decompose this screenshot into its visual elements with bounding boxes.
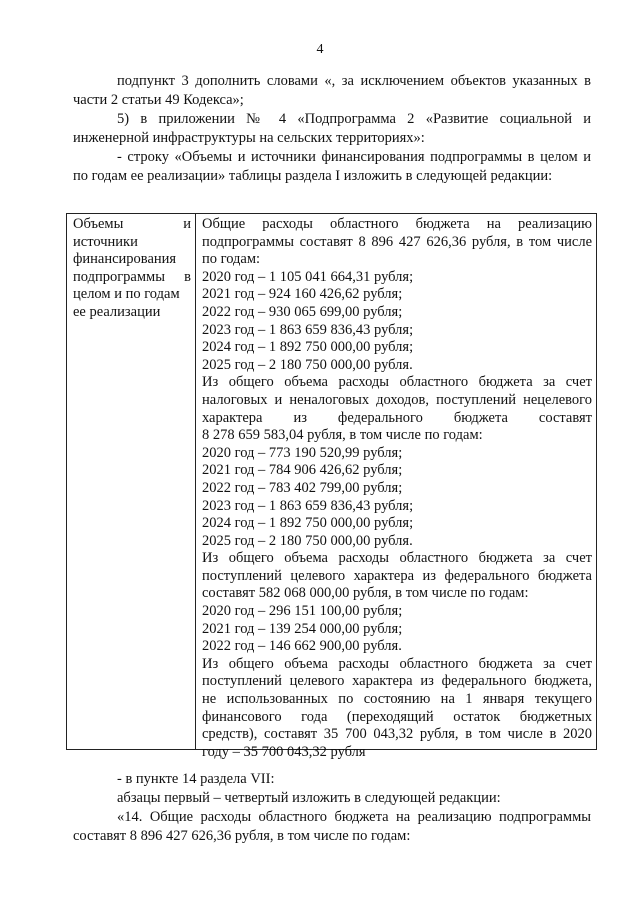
right-line: характера из федерального бюджета составят xyxy=(202,409,592,426)
right-line: 2024 год – 1 892 750 000,00 рубля; xyxy=(202,339,414,356)
right-line: 2024 год – 1 892 750 000,00 рубля; xyxy=(202,515,414,532)
right-line: Из общего объема расходы областного бюджета за счет xyxy=(202,655,592,672)
right-line: 2020 год – 1 105 041 664,31 рубля; xyxy=(202,268,414,285)
left-line: подпрограммы в xyxy=(73,268,191,285)
intro-line-5: - строку «Объемы и источники финансирования подпрограммы в целом и xyxy=(117,149,591,165)
right-line: 2025 год – 2 180 750 000,00 рубля. xyxy=(202,532,413,549)
table-right-cell xyxy=(196,214,596,760)
right-line: составят 582 068 000,00 рубля, в том числе по годам: xyxy=(202,585,529,602)
intro-text xyxy=(73,72,591,186)
right-line: 2020 год – 773 190 520,99 рубля; xyxy=(202,444,403,461)
right-line: 2021 год – 784 906 426,62 рубля; xyxy=(202,462,403,479)
right-line: 2022 год – 930 065 699,00 рубля; xyxy=(202,303,403,320)
right-line: поступлений целевого характера из федерального бюджета xyxy=(202,567,592,584)
intro-line-6: по годам ее реализации» таблицы раздела I изложить в следующей редакции: xyxy=(73,168,553,184)
right-line: не использованных по состоянию на 1 января текущего xyxy=(202,691,592,708)
funding-table xyxy=(66,213,597,760)
right-line: финансового года (переходящий остаток бюджетных xyxy=(202,708,592,725)
intro-line-1: подпункт 3 дополнить словами «, за исключением объектов указанных в xyxy=(117,73,591,89)
right-line: Из общего объема расходы областного бюджета за счет xyxy=(202,374,592,391)
left-line: целом и по годам xyxy=(73,286,180,303)
right-line: поступлений целевого характера из федерального бюджета, xyxy=(202,673,592,690)
intro-line-3: 5) в приложении № 4 «Подпрограмма 2 «Развитие социальной и xyxy=(117,111,591,127)
outro-text xyxy=(73,770,591,846)
right-line: 2025 год – 2 180 750 000,00 рубля. xyxy=(202,356,413,373)
right-line: Из общего объема расходы областного бюджета за счет xyxy=(202,550,592,567)
left-line: ее реализации xyxy=(73,303,161,320)
page-number: 4 xyxy=(316,42,324,57)
intro-line-2: части 2 статьи 49 Кодекса»; xyxy=(73,92,244,108)
right-line: 2021 год – 139 254 000,00 рубля; xyxy=(202,620,403,637)
intro-line-4: инженерной инфраструктуры на сельских территориях»: xyxy=(73,130,425,146)
outro-line-4: составят 8 896 427 626,36 рубля, в том числе по годам: xyxy=(73,828,411,844)
right-line: налоговых и неналоговых доходов, поступлений нецелевого xyxy=(202,391,592,408)
right-line: Общие расходы областного бюджета на реализацию xyxy=(202,216,592,232)
left-line: Объемы и xyxy=(73,216,191,232)
right-line: 2020 год – 296 151 100,00 рубля; xyxy=(202,603,403,620)
right-line: 2023 год – 1 863 659 836,43 рубля; xyxy=(202,497,414,514)
left-line: источники xyxy=(73,233,138,250)
right-line: году – 35 700 043,32 рубля xyxy=(202,743,366,760)
right-line: 2022 год – 146 662 900,00 рубля. xyxy=(202,638,402,655)
outro-line-2: абзацы первый – четвертый изложить в следующей редакции: xyxy=(117,790,501,806)
right-line: средств), составят 35 700 043,32 рубля, в том числе в 2020 xyxy=(202,726,592,743)
right-line: подпрограммы составят 8 896 427 626,36 рубля, в том числе xyxy=(202,233,592,250)
left-line: финансирования xyxy=(73,251,177,268)
right-line: 2023 год – 1 863 659 836,43 рубля; xyxy=(202,321,414,338)
outro-line-1: - в пункте 14 раздела VII: xyxy=(117,771,275,787)
outro-line-3: «14. Общие расходы областного бюджета на реализацию подпрограммы xyxy=(117,809,591,825)
right-line: 2021 год – 924 160 426,62 рубля; xyxy=(202,286,403,303)
right-line: по годам: xyxy=(202,251,261,268)
table-left-cell xyxy=(67,214,196,749)
right-line: 8 278 659 583,04 рубля, в том числе по годам: xyxy=(202,427,483,444)
right-line: 2022 год – 783 402 799,00 рубля; xyxy=(202,479,403,496)
